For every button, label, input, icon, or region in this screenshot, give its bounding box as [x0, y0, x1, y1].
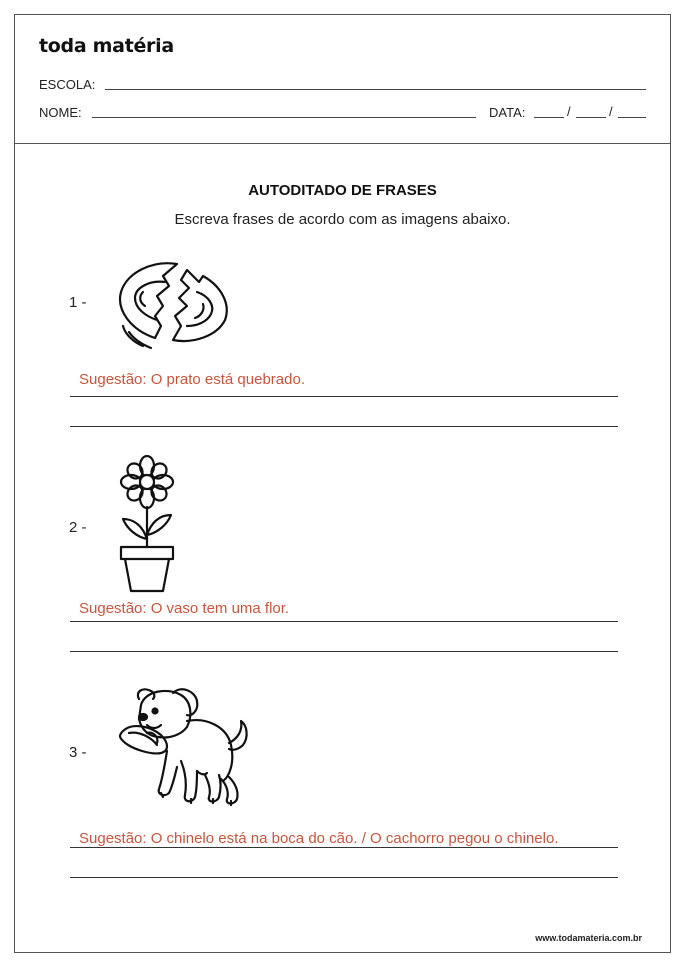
exercise-instruction: Escreva frases de acordo com as imagens abaixo. [174, 211, 511, 228]
worksheet-header [15, 15, 670, 144]
date-separator: / [609, 104, 613, 119]
suggestion-text: Sugestão: O prato está quebrado. [79, 371, 305, 388]
date-year-field[interactable] [618, 117, 646, 118]
exercise-title: AUTODITADO DE FRASES [248, 182, 437, 199]
answer-line[interactable] [70, 426, 618, 427]
answer-line[interactable] [70, 621, 618, 622]
item-number: 3 - [69, 744, 87, 761]
data-label: DATA: [489, 105, 526, 120]
nome-label: NOME: [39, 105, 82, 120]
worksheet [14, 14, 671, 953]
flower-pot-icon [113, 453, 183, 588]
date-month-field[interactable] [576, 117, 606, 118]
item-number: 1 - [69, 294, 87, 311]
item-number: 2 - [69, 519, 87, 536]
brand-logo: toda matéria [39, 35, 174, 57]
footer-website: www.todamateria.com.br [535, 933, 642, 943]
answer-line[interactable] [70, 651, 618, 652]
answer-line[interactable] [70, 847, 618, 848]
suggestion-text: Sugestão: O chinelo está na boca do cão. / O cachorro pegou o chinelo. [79, 830, 559, 847]
suggestion-text: Sugestão: O vaso tem uma flor. [79, 600, 290, 617]
broken-plate-icon [113, 252, 243, 357]
dog-with-slipper-icon [111, 685, 251, 810]
escola-field[interactable] [105, 89, 646, 90]
answer-line[interactable] [70, 396, 618, 397]
escola-label: ESCOLA: [39, 77, 96, 92]
date-day-field[interactable] [534, 117, 564, 118]
date-separator: / [567, 104, 571, 119]
answer-line[interactable] [70, 877, 618, 878]
nome-field[interactable] [92, 117, 476, 118]
